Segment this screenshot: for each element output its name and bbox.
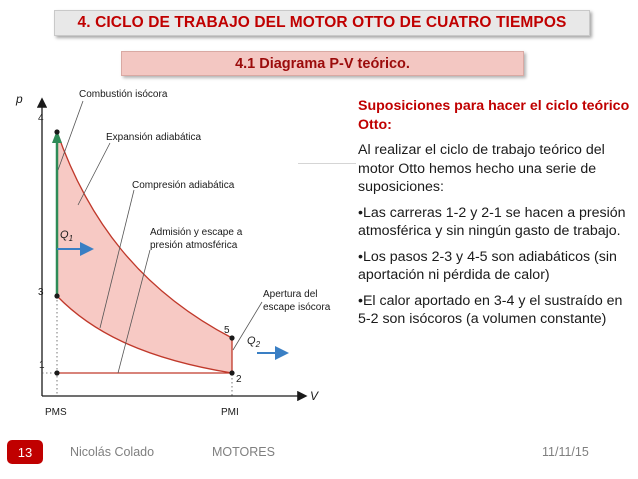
leader-expansion	[78, 143, 110, 205]
slide-title: 4. CICLO DE TRABAJO DEL MOTOR OTTO DE CUATRO TIEMPOS	[54, 10, 590, 36]
point-2-dot	[229, 370, 234, 375]
point-3-label: 3	[38, 287, 44, 298]
label-apertura-1: Apertura del	[263, 289, 318, 300]
footer-date: 11/11/15	[542, 445, 589, 459]
label-pmi: PMI	[221, 407, 239, 418]
slide-number: 13	[7, 440, 43, 464]
label-admission-2: presión atmosférica	[150, 240, 238, 251]
label-combustion: Combustión isócora	[79, 89, 168, 100]
q1-label: $Q_1$	[60, 229, 74, 243]
slide-subtitle: 4.1 Diagrama P-V teórico.	[121, 51, 524, 76]
assumption-item: •Las carreras 1-2 y 2-1 se hacen a presión atmosférica y sin ningún gasto de trabajo.	[358, 204, 626, 239]
label-expansion: Expansión adiabática	[106, 132, 202, 143]
assumptions-panel	[358, 97, 633, 336]
pv-diagram	[0, 80, 360, 430]
footer	[0, 440, 638, 466]
point-1-label: 1	[39, 360, 45, 371]
point-4-label: 4	[38, 113, 44, 124]
leader-combustion	[58, 101, 83, 170]
label-compression: Compresión adiabática	[132, 180, 235, 191]
assumptions-intro: Al realizar el ciclo de trabajo teórico del motor Otto hemos hecho una serie de suposiciones:	[358, 142, 605, 195]
label-pms: PMS	[45, 407, 67, 418]
cycle-area	[57, 132, 232, 373]
assumptions-heading: Suposiciones para hacer el ciclo teórico Otto:	[358, 98, 630, 133]
assumption-item: •Los pasos 2-3 y 4-5 son adiabáticos (sin aportación ni pérdida de calor)	[358, 248, 617, 283]
label-apertura-2: escape isócora	[263, 302, 331, 313]
v-axis-label: V	[310, 389, 319, 403]
q2-label: $Q_2$	[247, 335, 261, 349]
point-4-dot	[54, 129, 59, 134]
p-axis-label: p	[16, 92, 23, 106]
footer-subject: MOTORES	[212, 445, 275, 459]
point-5-label: 5	[224, 325, 230, 336]
point-3-dot	[54, 293, 59, 298]
divider-line	[298, 163, 356, 164]
footer-author: Nicolás Colado	[70, 445, 155, 459]
assumption-item: •El calor aportado en 3-4 y el sustraído en 5-2 son isócoros (a volumen constante)	[358, 292, 623, 327]
label-admission-1: Admisión y escape a	[150, 227, 243, 238]
point-5-dot	[229, 335, 234, 340]
point-1-dot	[54, 370, 59, 375]
point-2-label: 2	[236, 374, 242, 385]
